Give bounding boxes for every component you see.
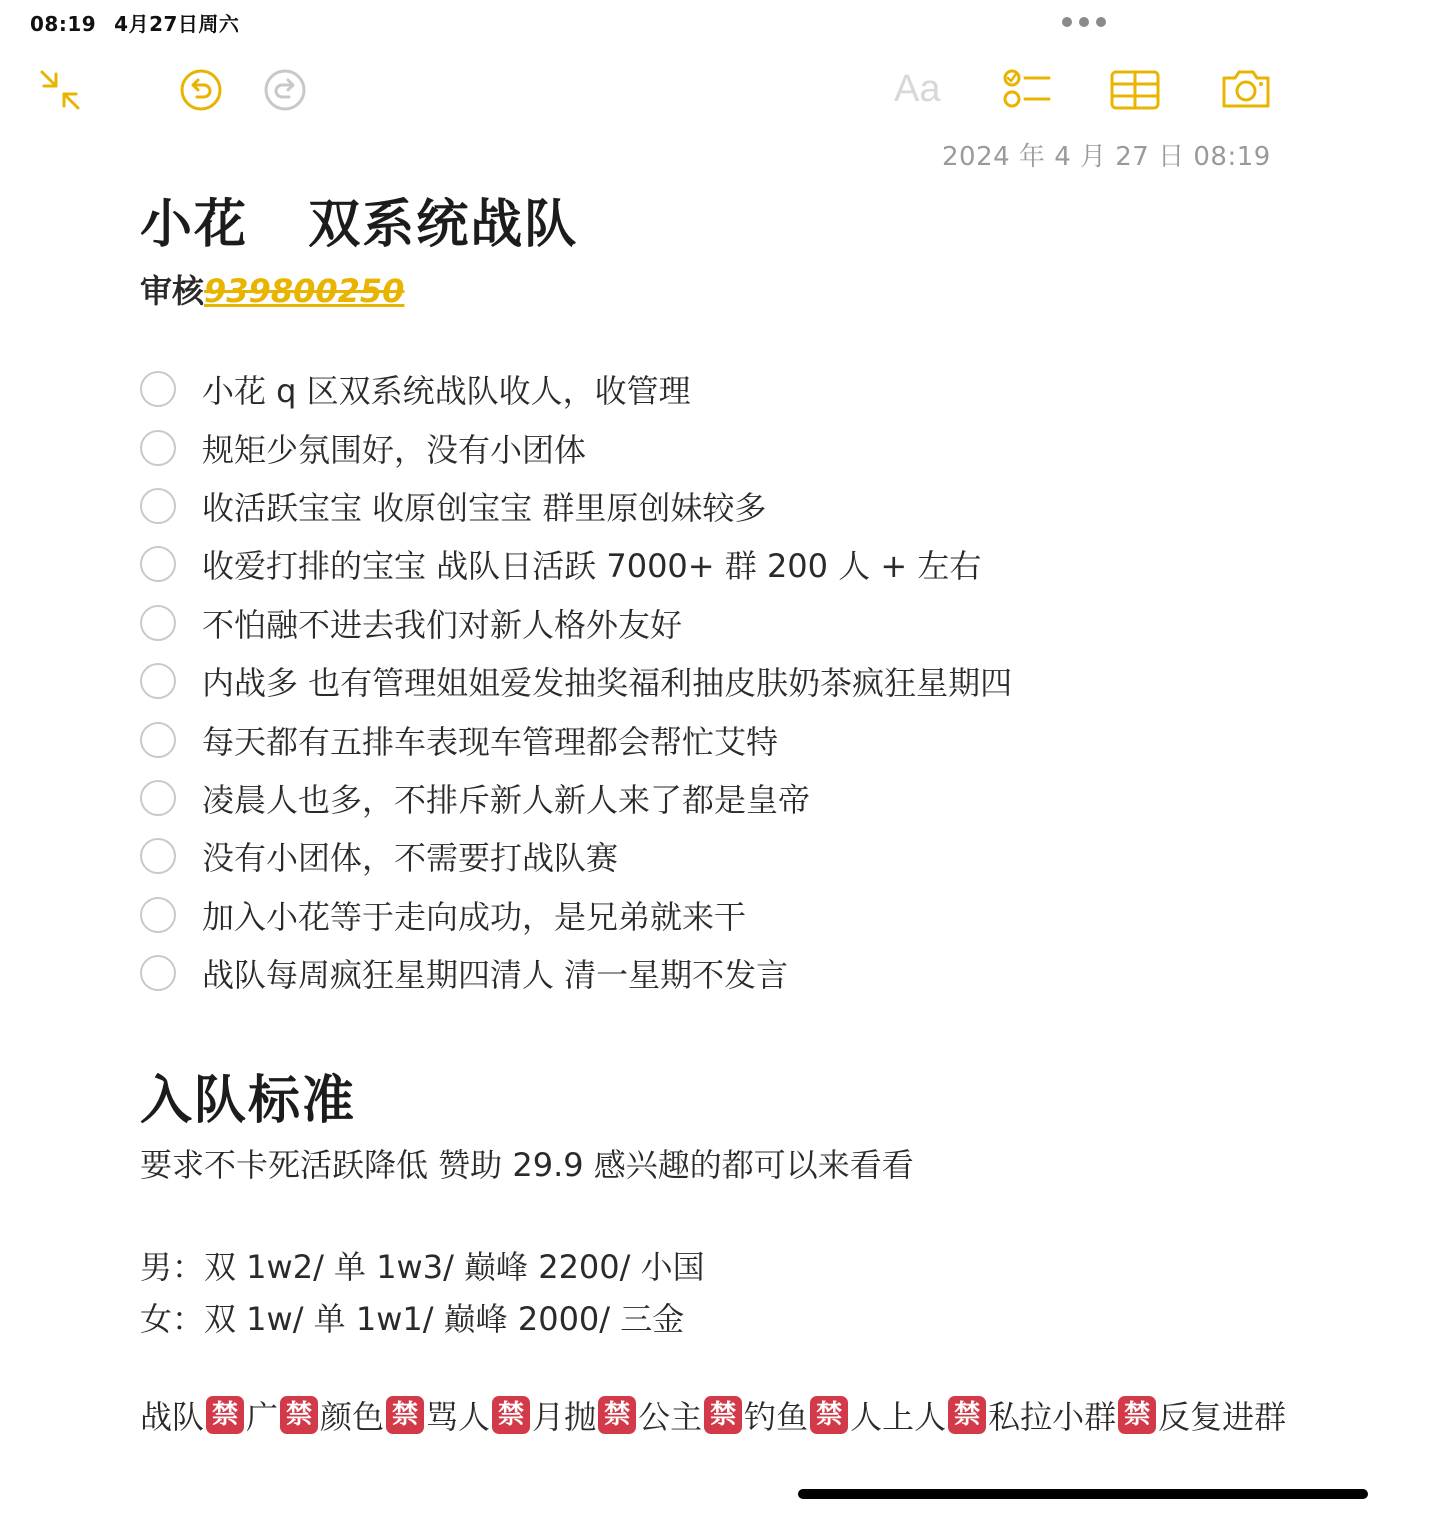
ban-item: 月抛 <box>532 1398 597 1436</box>
checklist-item-text[interactable]: 每天都有五排车表现车管理都会帮忙艾特 <box>202 722 779 761</box>
ban-item: 钓鱼 <box>744 1398 809 1436</box>
ban-item: 广 <box>246 1398 279 1436</box>
checklist-item-text[interactable]: 收爱打排的宝宝 战队日活跃 7000+ 群 200 人 + 左右 <box>202 547 982 586</box>
undo-icon[interactable] <box>180 69 222 111</box>
checklist-item-text[interactable]: 收活跃宝宝 收原创宝宝 群里原创妹较多 <box>202 488 767 527</box>
checkbox-circle-icon[interactable] <box>140 430 176 466</box>
more-options-icon[interactable] <box>1062 16 1106 28</box>
checkbox-circle-icon[interactable] <box>140 897 176 933</box>
review-label: 审核 <box>140 272 205 310</box>
checklist-item-text[interactable]: 规矩少氛围好，没有小团体 <box>202 430 587 469</box>
text-format-button[interactable]: Aa <box>894 68 941 110</box>
ban-item: 颜色 <box>320 1398 385 1436</box>
checklist-item[interactable] <box>140 652 1012 710</box>
status-bar <box>30 8 239 37</box>
checklist-item-text[interactable]: 不怕融不进去我们对新人格外友好 <box>202 605 683 644</box>
ban-item: 人上人 <box>850 1398 947 1436</box>
checkbox-circle-icon[interactable] <box>140 838 176 874</box>
ban-rules-line[interactable] <box>140 1392 1286 1438</box>
checklist-item[interactable] <box>140 944 1012 1002</box>
checklist <box>140 360 1012 1002</box>
checkbox-circle-icon[interactable] <box>140 780 176 816</box>
female-requirement-text[interactable]: 女：双 1w/ 单 1w1/ 巅峰 2000/ 三金 <box>140 1300 685 1338</box>
checklist-item[interactable] <box>140 769 1012 827</box>
ban-badge-icon: 禁 <box>280 1396 318 1434</box>
checklist-item[interactable] <box>140 827 1012 885</box>
review-number-link[interactable]: 939800250 <box>204 272 405 310</box>
camera-icon[interactable] <box>1220 68 1272 110</box>
review-line[interactable] <box>140 266 404 312</box>
checklist-item-text[interactable]: 加入小花等于走向成功，是兄弟就来干 <box>202 897 747 936</box>
checklist-item[interactable] <box>140 594 1012 652</box>
checklist-item-text[interactable]: 凌晨人也多，不排斥新人新人来了都是皇帝 <box>202 780 811 819</box>
checklist-item-text[interactable]: 内战多 也有管理姐姐爱发抽奖福利抽皮肤奶茶疯狂星期四 <box>202 664 1013 703</box>
ban-badge-icon: 禁 <box>1118 1396 1156 1434</box>
note-title[interactable]: 小花 双系统战队 <box>140 195 579 255</box>
status-date: 4月27日周六 <box>114 12 240 36</box>
checkbox-circle-icon[interactable] <box>140 546 176 582</box>
section-heading[interactable]: 入队标准 <box>140 1071 357 1131</box>
ban-badge-icon: 禁 <box>492 1396 530 1434</box>
checklist-item[interactable] <box>140 886 1012 944</box>
checklist-icon[interactable] <box>1003 68 1051 110</box>
checkbox-circle-icon[interactable] <box>140 605 176 641</box>
checklist-item[interactable] <box>140 418 1012 476</box>
table-icon[interactable] <box>1110 70 1160 110</box>
checkbox-circle-icon[interactable] <box>140 722 176 758</box>
ban-item: 公主 <box>638 1398 703 1436</box>
checkbox-circle-icon[interactable] <box>140 371 176 407</box>
ban-badge-icon: 禁 <box>598 1396 636 1434</box>
home-indicator[interactable] <box>798 1489 1368 1499</box>
checklist-item[interactable] <box>140 710 1012 768</box>
checkbox-circle-icon[interactable] <box>140 488 176 524</box>
checklist-item-text[interactable]: 小花 q 区双系统战队收人，收管理 <box>202 372 691 411</box>
checklist-item[interactable] <box>140 360 1012 418</box>
checkbox-circle-icon[interactable] <box>140 955 176 991</box>
ban-badge-icon: 禁 <box>810 1396 848 1434</box>
ban-badge-icon: 禁 <box>206 1396 244 1434</box>
checklist-item-text[interactable]: 没有小团体，不需要打战队赛 <box>202 839 619 878</box>
ban-badge-icon: 禁 <box>704 1396 742 1434</box>
checklist-item[interactable] <box>140 535 1012 593</box>
checklist-item-text[interactable]: 战队每周疯狂星期四清人 清一星期不发言 <box>202 956 789 995</box>
ban-prefix: 战队 <box>140 1398 205 1436</box>
checkbox-circle-icon[interactable] <box>140 663 176 699</box>
collapse-icon[interactable] <box>38 68 82 112</box>
ban-item: 反复进群 <box>1158 1398 1287 1436</box>
status-time: 08:19 <box>30 12 97 36</box>
ban-item: 骂人 <box>426 1398 491 1436</box>
ban-item: 私拉小群 <box>988 1398 1117 1436</box>
requirement-text[interactable]: 要求不卡死活跃降低 赞助 29.9 感兴趣的都可以来看看 <box>140 1146 914 1184</box>
redo-icon[interactable] <box>264 69 306 111</box>
ban-badge-icon: 禁 <box>386 1396 424 1434</box>
checklist-item[interactable] <box>140 477 1012 535</box>
male-requirement-text[interactable]: 男：双 1w2/ 单 1w3/ 巅峰 2200/ 小国 <box>140 1248 705 1286</box>
note-timestamp: 2024 年 4 月 27 日 08:19 <box>942 142 1271 172</box>
ban-badge-icon: 禁 <box>948 1396 986 1434</box>
